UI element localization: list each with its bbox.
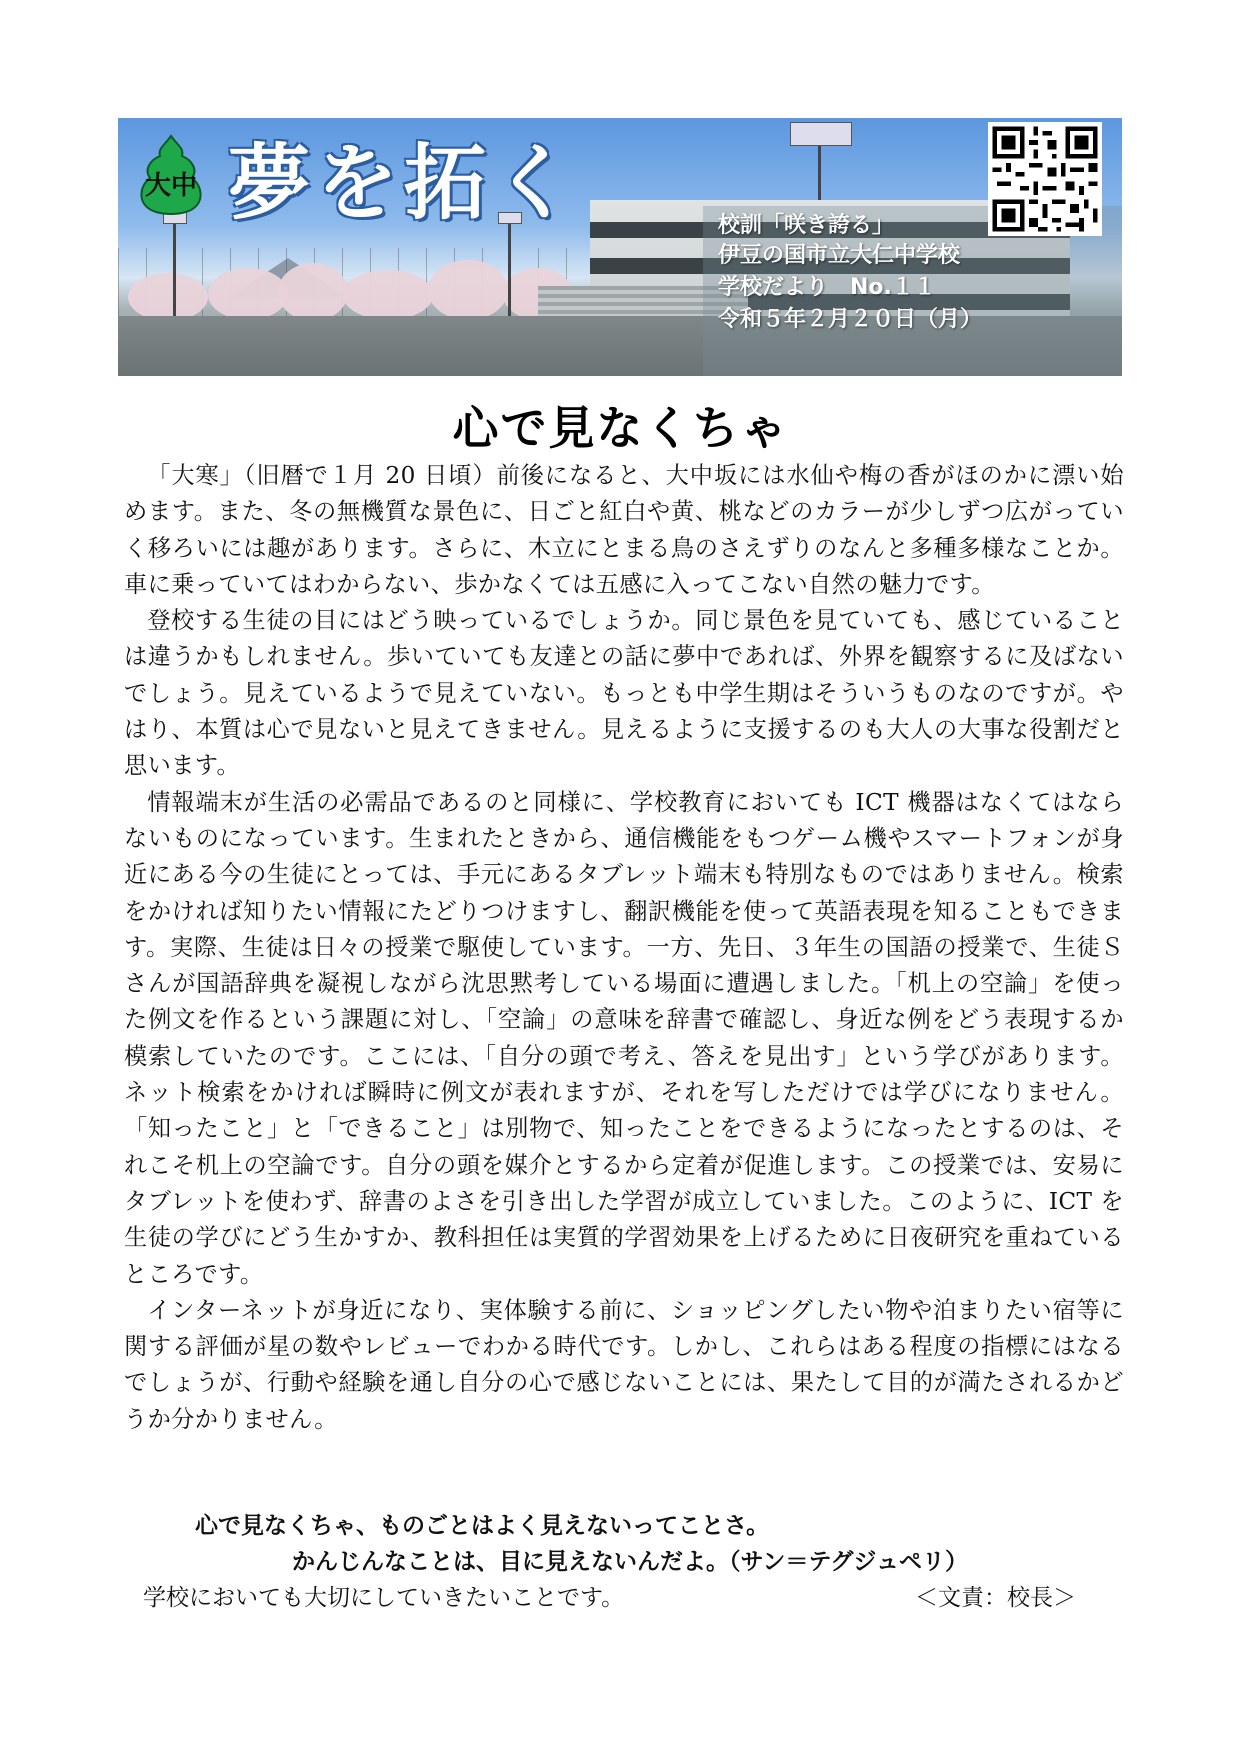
author-credit: ＜文責：校長＞	[915, 1585, 1076, 1611]
article-headline: 心で見なくちゃ	[452, 401, 789, 455]
cherry-tree	[343, 270, 433, 320]
quote-line-1: 心で見なくちゃ、ものごとはよく見えないってことさ。	[195, 1512, 770, 1539]
cherry-tree	[278, 263, 348, 321]
paragraph-4: インターネットが身近になり、実体験する前に、ショッピングしたい物や泊まりたい宿等に関する評価が星の数やレビューでわかる時代です。しかし、これらはある程度の指標にはなるでしょうが、行動や経験を通し自分の心で感じないことには、果たして目的が満たされるかどうか分かりません。	[124, 1296, 1124, 1433]
cherry-tree	[208, 268, 288, 320]
light-lamp	[790, 122, 852, 146]
paragraph-3: 情報端末が生活の必需品であるのと同様に、学校教育においても ICT 機器はなくてはならないものになっています。生まれたときから、通信機能をもつゲーム機やスマートフォンが身近にある今の生徒にとっては、手元にあるタブレット端末も特別なものではありません。検索をかければ知りたい情報にたどりつけますし、翻訳機能を使って英語表現を知ることもできます。実際、生徒は日々の授業で駆使しています。一方、先日、３年生の国語の授業で、生徒Ｓさんが国語辞典を凝視しながら沈思黙考している場面に遭遇しました。「机上の空論」を使った例文を作るという課題に対し、「空論」の意味を辞書で確認し、身近な例をどう表現するか模索していたのです。ここには、「自分の頭で考え、答えを見出す」という学びがあります。ネット検索をかければ瞬時に例文が表れますが、それを写しただけでは学びになりません。「知ったこと」と「できること」は別物で、知ったことをできるようになったとするのは、それこそ机上の空論です。自分の頭を媒介とするから定着が促進します。この授業では、安易にタブレットを使わず、辞書のよさを引き出した学習が成立していました。このように、ICT を生徒の学びにどう生かすか、教科担任は実質的学習効果を上げるために日夜研究を重ねているところです。	[124, 788, 1124, 1288]
header-banner	[118, 118, 1122, 376]
school-name: 伊豆の国市立大仁中学校	[718, 243, 961, 268]
closing-line: 学校においても大切にしていきたいことです。	[143, 1585, 625, 1611]
quote-line-2: かんじんなことは、目に見えないんだよ。（サン＝テグジュペリ）	[292, 1548, 968, 1575]
paragraph-1: 「大寒」（旧暦で１月 20 日頃）前後になると、大中坂には水仙や梅の香がほのかに漂い始めます。また、冬の無機質な景色に、日ごと紅白や黄、桃などのカラーが少しずつ広がっていく移ろいには趣があります。さらに、木立にとまる鳥のさえずりのなんと多種多様なことか。車に乗っていてはわからない、歩かなくては五感に入ってこない自然の魅力です。	[124, 462, 1124, 598]
issue-date: 令和５年２月２０日（月）	[718, 307, 983, 332]
light-pole	[173, 218, 176, 318]
light-pole	[818, 138, 821, 208]
qr-code-icon	[988, 122, 1102, 236]
cherry-tree	[128, 273, 208, 321]
cherry-tree	[428, 260, 508, 320]
newsletter-title: 夢を拓く	[228, 136, 581, 231]
issue-number: 学校だより No.１１	[718, 275, 936, 300]
paragraph-2: 登校する生徒の目にはどう映っているでしょうか。同じ景色を見ていても、感じていることは違うかもしれません。歩いていても友達との話に夢中であれば、外界を観察するに及ばないでしょう。見えているようで見えていない。もっとも中学生期はそういうものなのですが。やはり、本質は心で見ないと見えてきません。見えるように支援するのも大人の大事な役割だと思います。	[124, 607, 1124, 780]
school-crest-icon	[138, 134, 204, 218]
school-motto: 校訓「咲き誇る」	[718, 213, 895, 238]
article-body	[124, 458, 1124, 1438]
crest-text: 大中	[144, 171, 198, 201]
